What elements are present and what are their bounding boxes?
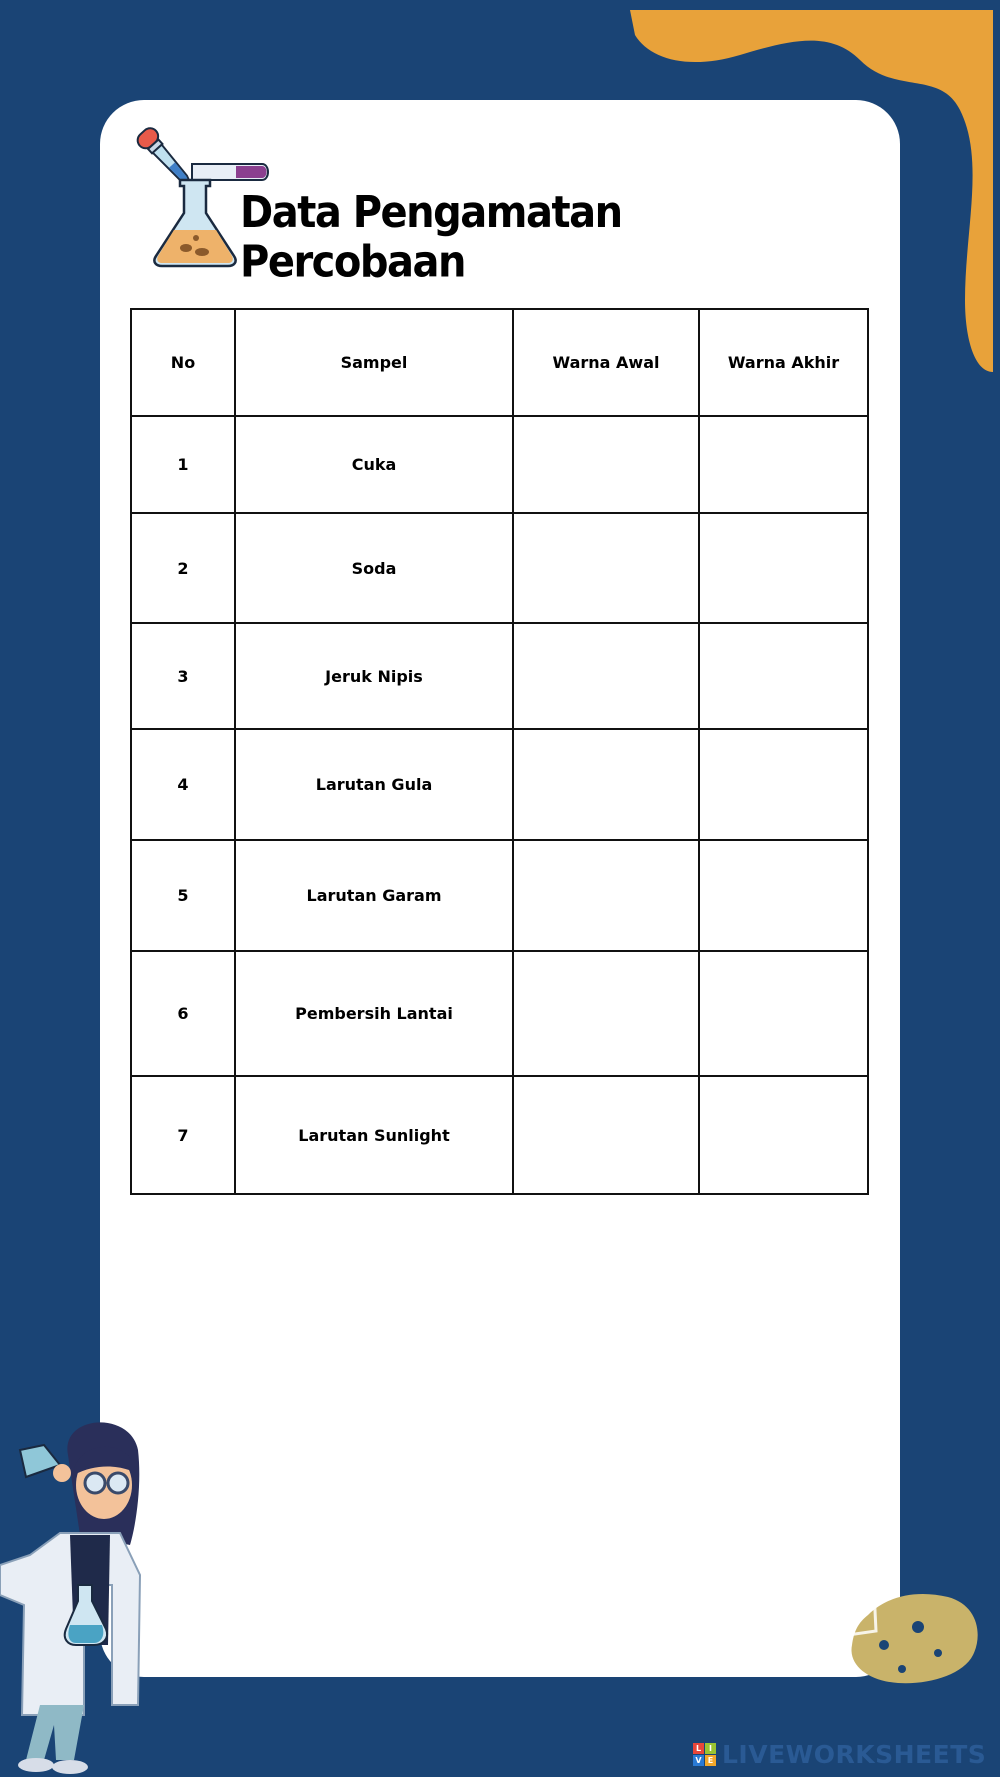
brand-text: LIVEWORKSHEETS <box>722 1739 987 1769</box>
table-row <box>131 416 868 513</box>
cell-no: 5 <box>131 840 235 951</box>
cell-no: 1 <box>131 416 235 513</box>
cell-warna-akhir[interactable] <box>699 840 868 951</box>
cell-warna-awal[interactable] <box>513 623 699 729</box>
table-header-row <box>131 309 868 416</box>
table-row <box>131 840 868 951</box>
cell-warna-awal[interactable] <box>513 416 699 513</box>
cell-no: 4 <box>131 729 235 840</box>
cell-warna-akhir[interactable] <box>699 416 868 513</box>
cell-warna-akhir[interactable] <box>699 951 868 1076</box>
logo-letter: E <box>705 1755 716 1766</box>
cell-no: 3 <box>131 623 235 729</box>
cell-sampel: Pembersih Lantai <box>235 951 513 1076</box>
cell-no: 6 <box>131 951 235 1076</box>
table-row <box>131 1076 868 1194</box>
cell-warna-akhir[interactable] <box>699 623 868 729</box>
liveworksheets-logo-icon <box>693 1743 716 1766</box>
cell-warna-awal[interactable] <box>513 513 699 623</box>
cell-warna-awal[interactable] <box>513 1076 699 1194</box>
scientist-illustration-icon <box>0 1415 160 1777</box>
title-block <box>120 110 820 288</box>
cell-no: 7 <box>131 1076 235 1194</box>
table-row <box>131 951 868 1076</box>
header-warna-akhir: Warna Akhir <box>699 309 868 416</box>
table-row <box>131 623 868 729</box>
cell-warna-akhir[interactable] <box>699 1076 868 1194</box>
logo-letter: V <box>693 1755 704 1766</box>
cell-no: 2 <box>131 513 235 623</box>
cell-warna-awal[interactable] <box>513 840 699 951</box>
cell-sampel: Cuka <box>235 416 513 513</box>
cell-sampel: Larutan Garam <box>235 840 513 951</box>
header-no: No <box>131 309 235 416</box>
cell-warna-akhir[interactable] <box>699 729 868 840</box>
cell-sampel: Larutan Gula <box>235 729 513 840</box>
liveworksheets-brand <box>693 1740 986 1768</box>
cell-warna-akhir[interactable] <box>699 513 868 623</box>
cell-warna-awal[interactable] <box>513 951 699 1076</box>
header-sampel: Sampel <box>235 309 513 416</box>
table-row <box>131 513 868 623</box>
cell-warna-awal[interactable] <box>513 729 699 840</box>
tipped-beaker-icon <box>828 1535 988 1735</box>
page-title: Data Pengamatan Percobaan <box>240 188 622 288</box>
cell-sampel: Soda <box>235 513 513 623</box>
header-warna-awal: Warna Awal <box>513 309 699 416</box>
table-row <box>131 729 868 840</box>
cell-sampel: Jeruk Nipis <box>235 623 513 729</box>
observation-table <box>130 308 869 1195</box>
logo-letter: L <box>693 1743 704 1754</box>
cell-sampel: Larutan Sunlight <box>235 1076 513 1194</box>
logo-letter: I <box>705 1743 716 1754</box>
